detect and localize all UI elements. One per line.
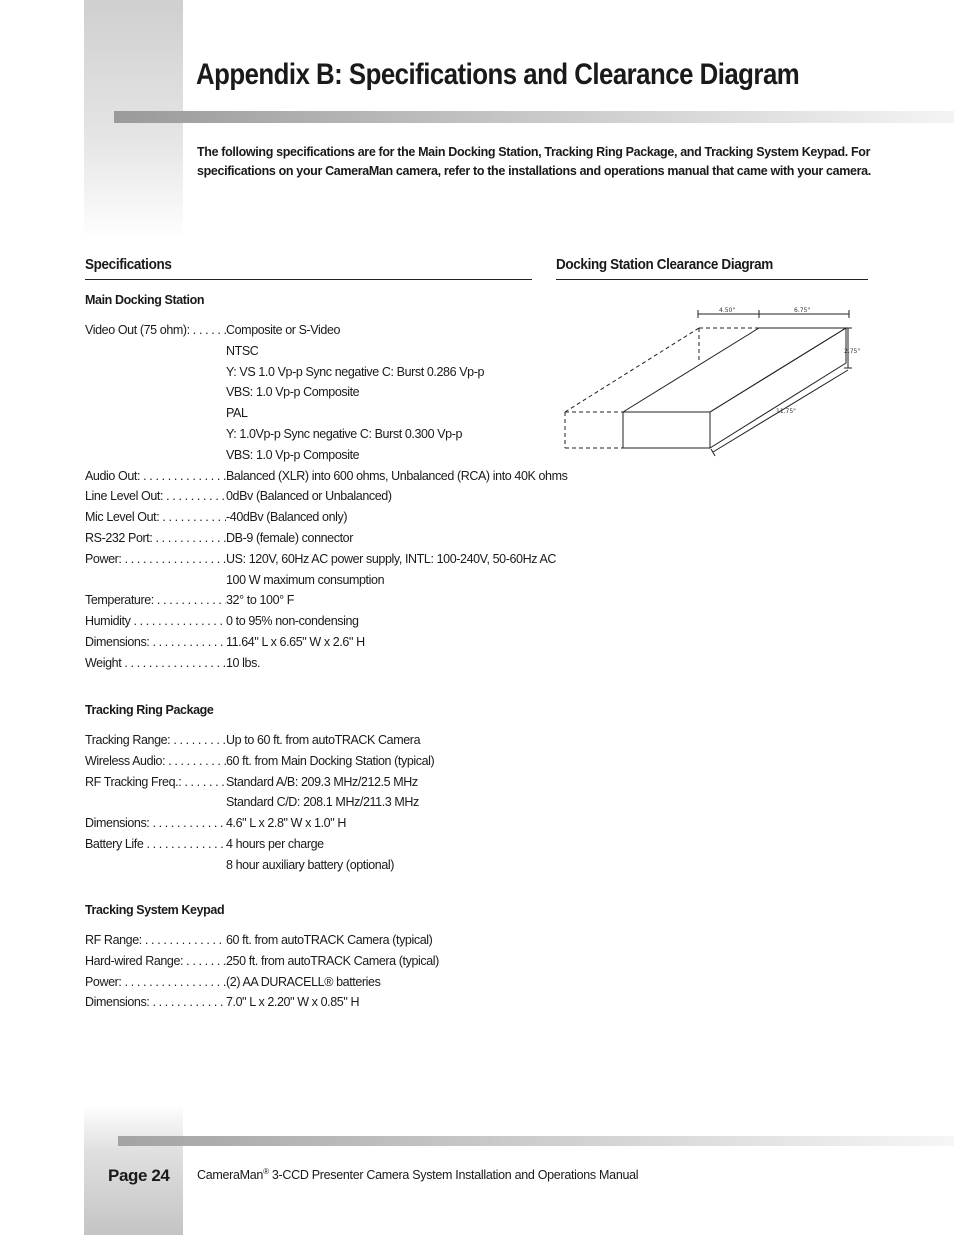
spec-value: 32° to 100° F — [226, 593, 295, 608]
section-title: Main Docking Station — [85, 293, 205, 307]
spec-value: Y: VS 1.0 Vp-p Sync negative C: Burst 0.286 Vp-p — [226, 364, 485, 379]
spec-value: 250 ft. from autoTRACK Camera (typical) — [226, 953, 439, 968]
spec-value: 0dBv (Balanced or Unbalanced) — [226, 489, 392, 504]
spec-label: Video Out (75 ohm): . . . — [85, 323, 226, 337]
spec-value: Balanced (XLR) into 600 ohms, Unbalanced (RCA) into 40K ohms — [226, 468, 568, 483]
top-length-label: 6.75" — [794, 307, 811, 314]
spec-value: 11.64" L x 6.65" W x 2.6" H — [226, 635, 365, 649]
spec-label: Weight . . . — [85, 656, 226, 670]
spec-value: DB-9 (female) connector — [226, 531, 353, 545]
spec-value: Y: 1.0Vp-p Sync negative C: Burst 0.300 Vp-p — [226, 427, 463, 441]
spec-value: 10 lbs. — [226, 655, 261, 670]
spec-label: Hard-wired Range: . . . — [85, 954, 226, 968]
manual-title: CameraMan® 3-CCD Presenter Camera System Installation and Operations Manual — [197, 1167, 639, 1183]
spec-label: Power: . . . — [85, 552, 226, 566]
spec-value: NTSC — [226, 343, 259, 358]
spec-value: 60 ft. from autoTRACK Camera (typical) — [226, 933, 433, 947]
header-rule — [114, 111, 954, 123]
spec-value: Up to 60 ft. from autoTRACK Camera — [226, 733, 421, 747]
front-clearance-label: 4.50" — [719, 307, 736, 314]
intro-paragraph — [197, 143, 887, 181]
spec-value: VBS: 1.0 Vp-p Composite — [226, 385, 360, 400]
spec-value: 7.0" L x 2.20" W x 0.85" H — [226, 995, 360, 1010]
intro-line: The following specifications are for the Main Docking Station, Tracking Ring Package, and Tracking System Keypad. For — [197, 145, 871, 159]
clearance-diagram — [556, 300, 868, 470]
spec-value: US: 120V, 60Hz AC power supply, INTL: 100-240V, 50-60Hz AC — [226, 551, 557, 566]
spec-value: 60 ft. from Main Docking Station (typical) — [226, 753, 435, 768]
spec-label: Audio Out: . . . — [85, 469, 226, 483]
spec-value: Standard A/B: 209.3 MHz/212.5 MHz — [226, 774, 418, 789]
spec-label: Temperature: . . . — [85, 593, 226, 607]
spec-value: -40dBv (Balanced only) — [226, 510, 348, 525]
diagram-heading: Docking Station Clearance Diagram — [556, 256, 868, 280]
side-length-label: 11.75" — [776, 408, 796, 415]
footer-rule — [118, 1136, 954, 1146]
spec-label: Humidity . . . — [85, 614, 226, 628]
spec-label: Mic Level Out: . . . — [85, 510, 226, 524]
height-label: 2.75" — [844, 348, 861, 355]
page-number: Page 24 — [108, 1166, 170, 1185]
spec-label: Battery Life . . . — [85, 837, 226, 851]
spec-label: Wireless Audio: . . . — [85, 754, 226, 768]
box-front-face — [623, 412, 710, 448]
spec-label: Power: . . . — [85, 975, 226, 989]
spec-value: 4.6" L x 2.8" W x 1.0" H — [226, 816, 346, 831]
spec-label: RF Range: . . . — [85, 933, 226, 947]
spec-value: (2) AA DURACELL® batteries — [226, 974, 381, 989]
spec-value: Composite or S-Video — [226, 323, 341, 337]
box-top-face — [623, 328, 846, 412]
spec-value: 0 to 95% non-condensing — [226, 614, 359, 629]
page-title: Appendix B: Specifications and Clearance Diagram — [196, 58, 800, 91]
section-title: Tracking System Keypad — [85, 903, 225, 917]
spec-label: Tracking Range: . . . — [85, 733, 226, 747]
spec-label: Line Level Out: . . . — [85, 489, 226, 503]
spec-value: 100 W maximum consumption — [226, 572, 385, 587]
intro-line: specifications on your CameraMan camera, refer to the installations and operations manual that came with your camera. — [197, 164, 871, 178]
spec-value: 4 hours per charge — [226, 837, 324, 851]
spec-label: Dimensions: . . . — [85, 816, 226, 830]
section-title: Tracking Ring Package — [85, 703, 214, 717]
spec-value: PAL — [226, 406, 248, 421]
spec-value: VBS: 1.0 Vp-p Composite — [226, 447, 360, 462]
spec-value: Standard C/D: 208.1 MHz/211.3 MHz — [226, 795, 419, 810]
specifications-heading: Specifications — [85, 256, 532, 280]
spec-label: Dimensions: . . . — [85, 635, 226, 649]
spec-value: 8 hour auxiliary battery (optional) — [226, 857, 395, 872]
spec-label: RS-232 Port: . . . — [85, 531, 226, 545]
spec-label: Dimensions: . . . — [85, 995, 226, 1009]
spec-label: RF Tracking Freq.: . . . — [85, 775, 226, 789]
